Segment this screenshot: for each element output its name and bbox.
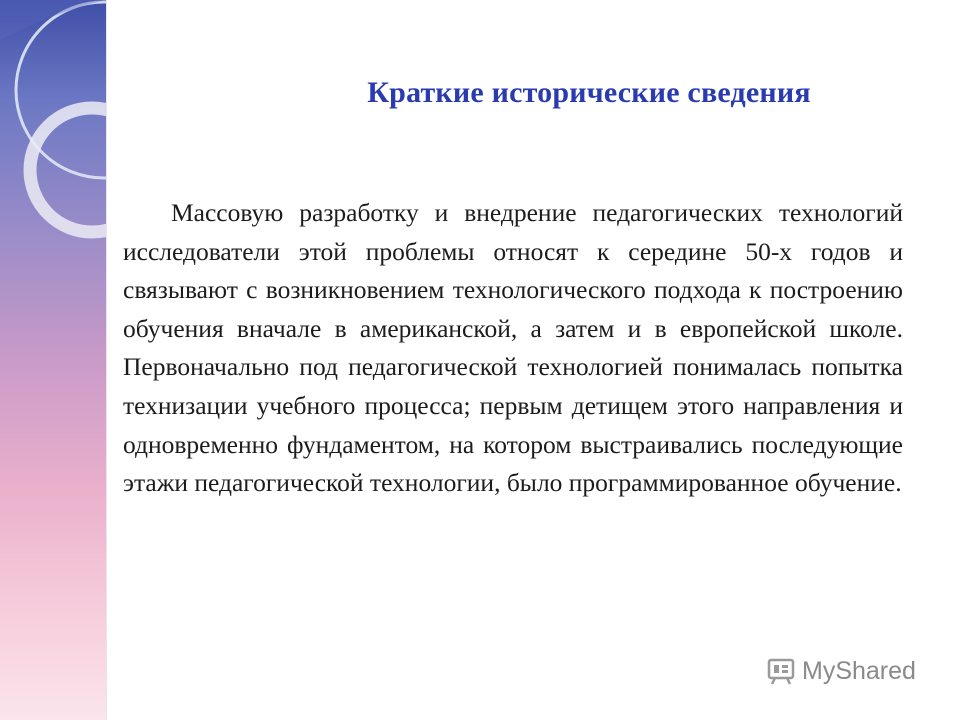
myshared-watermark bbox=[766, 656, 916, 686]
slide-body-paragraph: Массовую разработку и внедрение педагогических технологий исследователи этой проблемы относят к середине 50-х годов и связывают с возникновением технологического подхода к построению обучения вначале в американской, а затем и в европейской школе. Первоначально под педагогической технологией понималась попытка технизации учебного процесса; первым детищем этого направления и одновременно фундаментом, на котором выстраивались последующие этажи педагогической технологии, было программированное обучение. bbox=[123, 198, 903, 498]
watermark-text: MyShared bbox=[802, 656, 916, 685]
myshared-logo-icon bbox=[766, 656, 796, 686]
slide-title: Краткие исторические сведения bbox=[367, 76, 811, 109]
